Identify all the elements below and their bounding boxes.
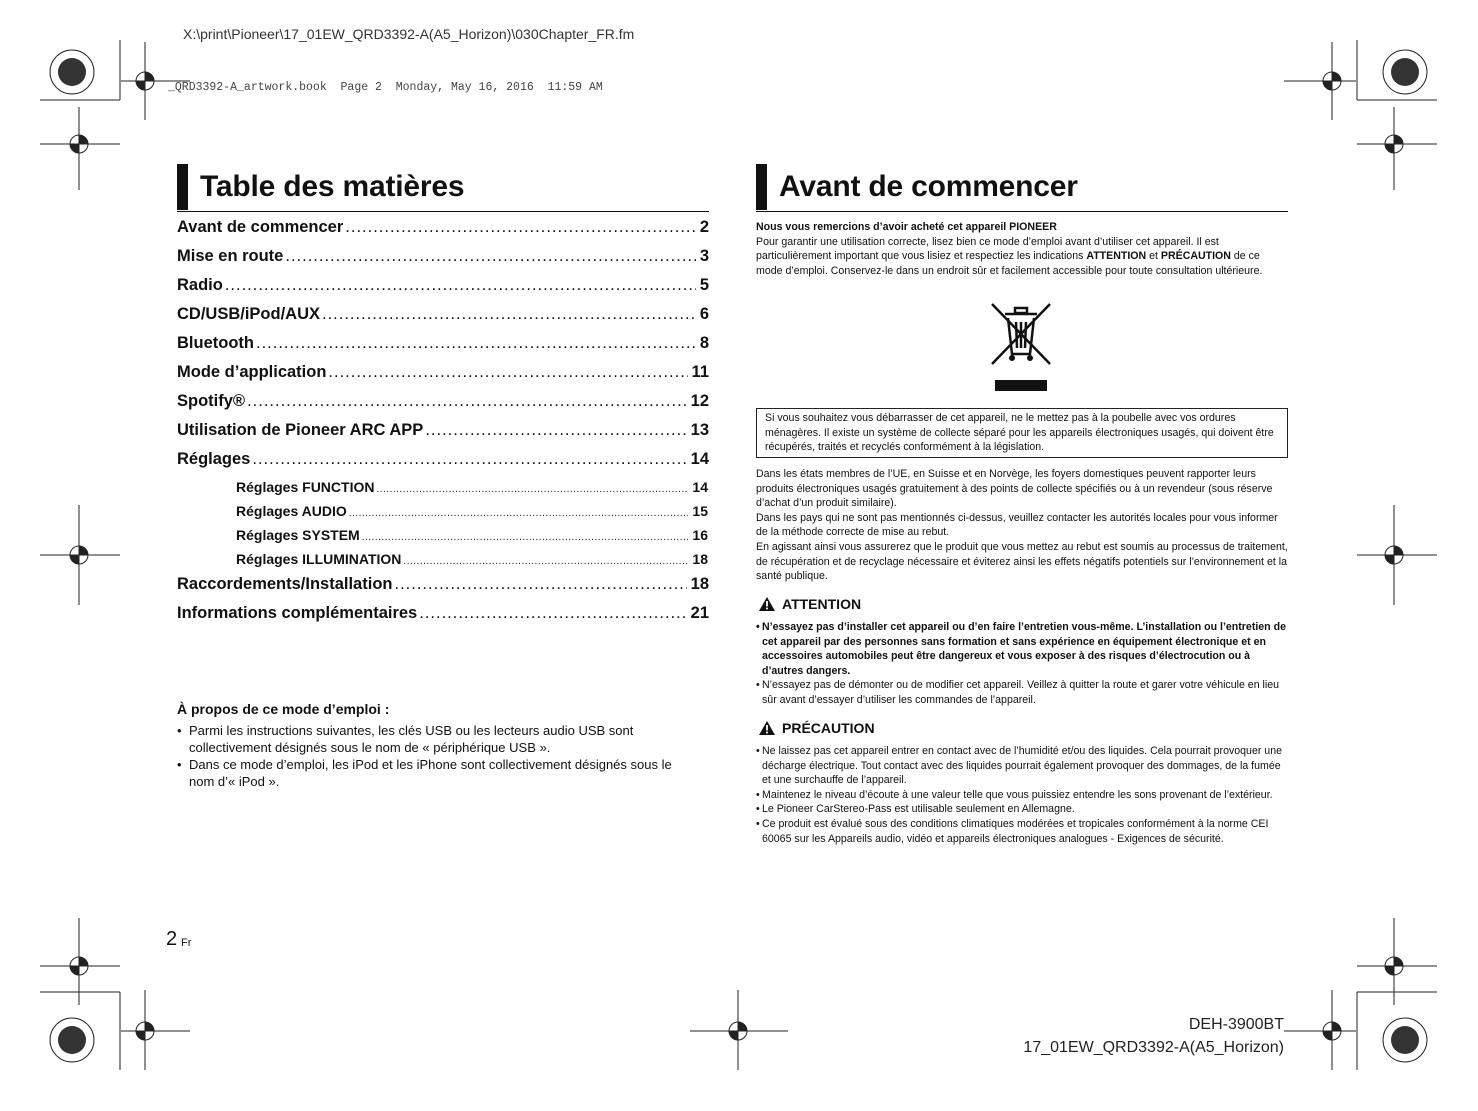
before-heading — [756, 164, 1078, 210]
heading-bar — [177, 164, 188, 210]
about-title: À propos de ce mode d’emploi : — [177, 701, 390, 717]
list-item: • Ce produit est évalué sous des conditions climatiques modérées et tropicales conformément à la norme CEI 60065 sur les Appareils audio, vidéo et appareils électroniques analogues - Exigences de sécurité. — [756, 817, 1290, 846]
attention-heading: ATTENTION — [758, 596, 861, 612]
toc-entry[interactable]: Spotify® ..... 12 — [177, 392, 709, 421]
eu-block — [756, 467, 1288, 584]
document-id: 17_01EW_QRD3392-A(A5_Horizon) — [1023, 1039, 1284, 1056]
warning-triangle-icon — [758, 596, 776, 612]
list-item: • Maintenez le niveau d’écoute à une valeur telle que vous puissiez entendre les sons provenant de l’extérieur. — [756, 788, 1290, 803]
toc-sub-entry[interactable]: Réglages ILLUMINATION ..... 18 — [177, 551, 709, 575]
intro-block — [756, 220, 1288, 278]
list-item: • Le Pioneer CarStereo-Pass est utilisable seulement en Allemagne. — [756, 802, 1290, 817]
toc-entry[interactable]: Utilisation de Pioneer ARC APP ..... 13 — [177, 421, 709, 450]
toc-sub-entry[interactable]: Réglages AUDIO ..... 15 — [177, 503, 709, 527]
eu-paragraph: Dans les pays qui ne sont pas mentionnés ci-dessus, veuillez contacter les autorités locales pour vous informer de la méthode correcte de mise au rebut. — [756, 511, 1278, 539]
model-number: DEH-3900BT — [1188, 1016, 1284, 1033]
toc-entry[interactable]: Mode d’application ..... 11 — [177, 363, 709, 392]
intro-paragraph: Pour garantir une utilisation correcte, lisez bien ce mode d’emploi avant d’utiliser cet appareil. Il est particulièrement important que vous lisiez et respectiez les indications ATTENTION et PRÉCAUTION de ce mode d’emploi. Conservez-le dans un endroit sûr et facilement accessible pour toute consultation ultérieure. — [756, 235, 1263, 277]
toc-entry[interactable]: Mise en route ..... 3 — [177, 247, 709, 276]
warning-triangle-icon — [758, 720, 776, 736]
precaution-heading: PRÉCAUTION — [758, 720, 875, 736]
print-book-line: _QRD3392-A_artwork.book Page 2 Monday, May 16, 2016 11:59 AM — [168, 81, 603, 94]
toc-entry[interactable]: Avant de commencer ..... 2 — [177, 218, 709, 247]
before-rule — [756, 211, 1288, 212]
toc-entry[interactable]: Réglages ..... 14 — [177, 450, 709, 479]
weee-bin-icon — [988, 300, 1054, 394]
toc-entry[interactable]: Raccordements/Installation ..... 18 — [177, 575, 709, 604]
list-item: • Dans ce mode d’emploi, les iPod et les iPhone sont collectivement désignés sous le nom d’« iPod ». — [177, 756, 697, 790]
list-item: • N’essayez pas d’installer cet appareil ou d’en faire l’entretien vous-même. L’installation ou l’entretien de cet appareil par des personnes sans formation et sans expérience en équipement électronique et en accessoires automobiles peut être dangereux et vous exposer à des risques d’électrocution ou à d’autres dangers. — [756, 620, 1290, 678]
toc-title: Table des matières — [200, 170, 465, 203]
about-list — [177, 722, 697, 790]
eu-paragraph: En agissant ainsi vous assurerez que le produit que vous mettez au rebut est soumis au processus de traitement, de récupération et de recyclage nécessaire et éviterez ainsi les effets négatifs potentiels sur l’environnement et la santé publique. — [756, 540, 1288, 583]
toc-heading — [177, 164, 464, 210]
toc-rule — [177, 211, 709, 212]
eu-paragraph: Dans les états membres de l’UE, en Suisse et en Norvège, les foyers domestiques peuvent rapporter leurs produits électroniques usagés gratuitement à des points de collecte spécifiés ou à un revendeur (sous réserve d’achat d’un produit similaire). — [756, 468, 1273, 510]
toc-sub-entry[interactable]: Réglages SYSTEM ..... 16 — [177, 527, 709, 551]
list-item: • Ne laissez pas cet appareil entrer en contact avec de l’humidité et/ou des liquides. Cela pourrait provoquer une décharge électrique. Tout contact avec des liquides pourrait également provoquer des dommages, de la fumée et une surchauffe de l’appareil. — [756, 744, 1290, 788]
toc-entry[interactable]: Informations complémentaires ..... 21 — [177, 604, 709, 633]
heading-bar — [756, 164, 767, 210]
list-item: • N’essayez pas de démonter ou de modifier cet appareil. Veillez à quitter la route et garer votre véhicule en lieu sûr avant d’essayer d’utiliser les commandes de l’appareil. — [756, 678, 1290, 707]
print-file-path: X:\print\Pioneer\17_01EW_QRD3392-A(A5_Horizon)\030Chapter_FR.fm — [183, 26, 635, 42]
list-item: • Parmi les instructions suivantes, les clés USB ou les lecteurs audio USB sont collectivement désignés sous le nom de « périphérique USB ». — [177, 722, 697, 756]
page-number: 2 — [166, 928, 178, 950]
disposal-notice: Si vous souhaitez vous débarrasser de cet appareil, ne le mettez pas à la poubelle avec vos ordures ménagères. Il existe un système de collecte séparé pour les appareils électroniques usagés, qui doivent être récupérés, traités et recyclés conformément à la législation. — [756, 408, 1288, 458]
thanks-line: Nous vous remercions d’avoir acheté cet appareil PIONEER — [756, 221, 1057, 233]
precaution-list — [756, 744, 1290, 846]
toc-list — [177, 218, 709, 633]
toc-entry[interactable]: Bluetooth ..... 8 — [177, 334, 709, 363]
toc-entry[interactable]: Radio ..... 5 — [177, 276, 709, 305]
attention-list — [756, 620, 1290, 708]
toc-sub-entry[interactable]: Réglages FUNCTION ..... 14 — [177, 479, 709, 503]
before-title: Avant de commencer — [779, 170, 1078, 203]
toc-entry[interactable]: CD/USB/iPod/AUX ..... 6 — [177, 305, 709, 334]
page-language: Fr — [181, 937, 192, 949]
